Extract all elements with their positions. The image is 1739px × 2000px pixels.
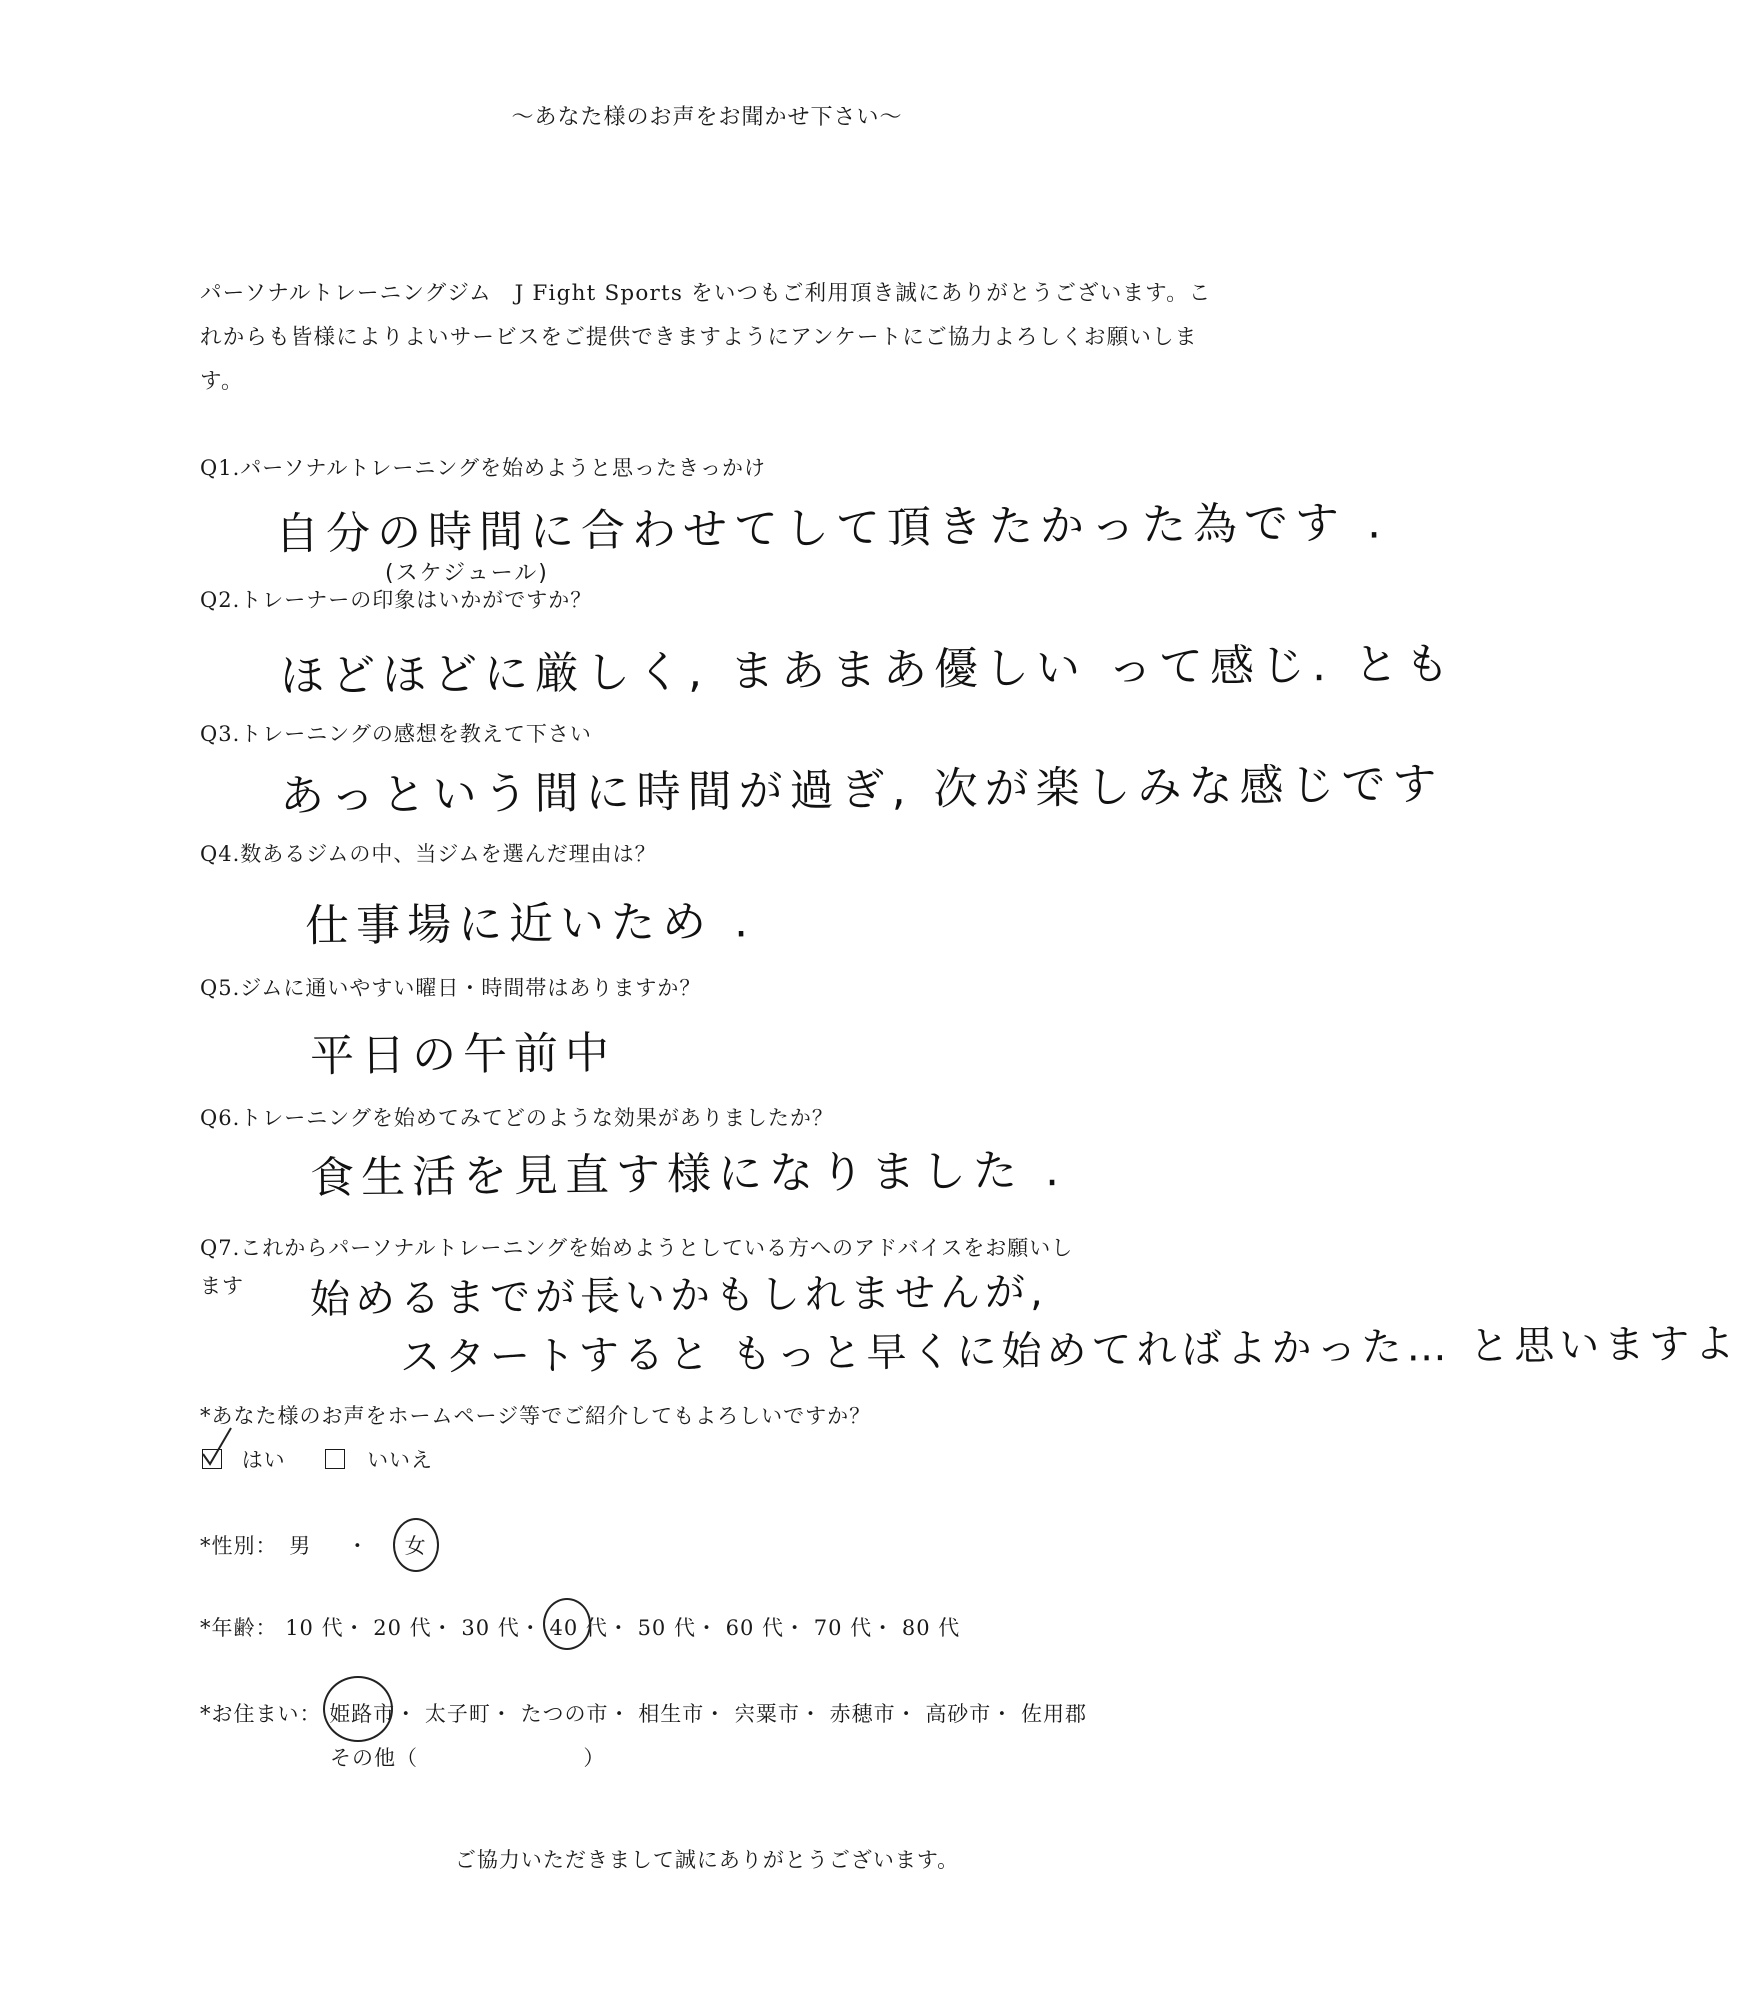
consent-yes-checkbox[interactable] — [202, 1449, 222, 1469]
question-7-label-line1: Q7.これからパーソナルトレーニングを始めようとしている方へのアドバイスをお願いし — [200, 1236, 1074, 1260]
age-field: *年齢： 10 代・ 20 代・ 30 代・ 40 代 ・ 50 代・ 60 代・ 70 代・ 80 代 — [200, 1612, 960, 1642]
residence-option[interactable]: 高砂市 — [925, 1702, 992, 1726]
residence-option[interactable]: 宍粟市 — [733, 1702, 800, 1726]
page-header: ～あなた様のお声をお聞かせ下さい～ — [511, 105, 903, 130]
question-3-label: Q3.トレーニングの感想を教えて下さい — [200, 722, 592, 746]
question-7-label-line2: ます — [200, 1274, 244, 1298]
consent-no-option[interactable] — [325, 1444, 433, 1474]
gender-option-male[interactable]: 男 — [289, 1534, 312, 1558]
gender-option-female-label: 女 — [404, 1534, 427, 1558]
age-option[interactable]: 20 代 — [373, 1616, 432, 1640]
age-option[interactable]: 60 代 — [725, 1616, 785, 1640]
residence-option[interactable]: 赤穂市 — [829, 1702, 896, 1726]
age-option[interactable]: 10 代 — [285, 1616, 344, 1640]
gender-field — [200, 1530, 427, 1560]
age-option[interactable]: 30 代 — [461, 1616, 520, 1640]
checkmark-icon — [201, 1434, 227, 1468]
residence-option[interactable]: 太子町 — [424, 1702, 491, 1726]
residence-other-close: ） — [583, 1746, 606, 1770]
footer-thanks: ご協力いただきまして誠にありがとうございます。 — [454, 1848, 960, 1872]
gender-separator: ・ — [346, 1534, 369, 1558]
residence-other — [330, 1742, 605, 1772]
consent-yes-label: はい — [241, 1448, 286, 1472]
selection-circle-icon — [543, 1598, 591, 1650]
consent-question: *あなた様のお声をホームページ等でご紹介してもよろしいですか？ — [200, 1404, 872, 1428]
age-option-selected-label: 40 代 — [549, 1616, 608, 1640]
residence-option[interactable]: 佐用郡 — [1021, 1702, 1087, 1726]
residence-label: *お住まい： — [200, 1702, 322, 1726]
residence-option[interactable]: たつの市 — [520, 1702, 609, 1726]
question-5-label: Q5.ジムに通いやすい曜日・時間帯はありますか？ — [200, 976, 702, 1000]
consent-no-checkbox[interactable] — [325, 1449, 345, 1469]
residence-field: *お住まい： 姫路市 ・ 太子町・ たつの市・ 相生市・ 宍粟市・ 赤穂市・ 高砂市・ 佐用郡 — [200, 1698, 1087, 1728]
question-2-answer: ほどほどに厳しく, まあまあ優しい って感じ. とも — [279, 638, 1457, 702]
residence-option-selected-label: 姫路市 — [329, 1702, 396, 1726]
question-6-answer: 食生活を見直す様になりました . — [309, 1145, 1067, 1204]
gender-option-female[interactable] — [405, 1530, 427, 1560]
question-1-label: Q1.パーソナルトレーニングを始めようと思ったきっかけ — [200, 456, 766, 480]
residence-option-selected[interactable] — [329, 1698, 395, 1728]
question-7-answer-line2: スタートすると もっと早くに始めてればよかった… と思いますよ — [399, 1320, 1739, 1381]
gender-label: *性別： — [200, 1534, 278, 1558]
question-2-label: Q2.トレーナーの印象はいかがですか？ — [200, 588, 593, 612]
question-4-label: Q4.数あるジムの中、当ジムを選んだ理由は？ — [200, 842, 657, 866]
selection-circle-icon — [393, 1518, 439, 1572]
selection-circle-icon — [323, 1676, 396, 1742]
consent-yes-option[interactable] — [202, 1444, 286, 1474]
question-5-answer: 平日の午前中 — [309, 1027, 617, 1082]
residence-option[interactable]: 相生市 — [638, 1702, 705, 1726]
consent-no-label: いいえ — [367, 1448, 434, 1472]
residence-other-label: その他（ — [330, 1746, 418, 1770]
question-4-answer: 仕事場に近いため . — [304, 896, 756, 952]
age-option-selected[interactable] — [549, 1612, 607, 1642]
question-7-answer-line1: 始めるまでが長いかもしれませんが, — [309, 1269, 1048, 1323]
intro-text: パーソナルトレーニングジム J Fight Sports をいつもご利用頂き誠にありがとうございます。これからも皆様によりよいサービスをご提供できますようにアンケートにご協力よろしくお願いします。 — [200, 281, 1212, 394]
age-label: *年齢： — [200, 1616, 278, 1640]
age-option[interactable]: 80 代 — [901, 1616, 961, 1640]
age-option[interactable]: 70 代 — [813, 1616, 873, 1640]
question-3-answer: あっという間に時間が過ぎ, 次が楽しみな感じです — [279, 758, 1444, 822]
question-1-answer: 自分の時間に合わせてして頂きたかった為です . — [274, 497, 1389, 560]
age-option[interactable]: 50 代 — [637, 1616, 696, 1640]
question-1-note: (スケジュール) — [385, 561, 549, 586]
question-6-label: Q6.トレーニングを始めてみてどのような効果がありましたか？ — [200, 1106, 834, 1130]
consent-options — [202, 1444, 433, 1474]
